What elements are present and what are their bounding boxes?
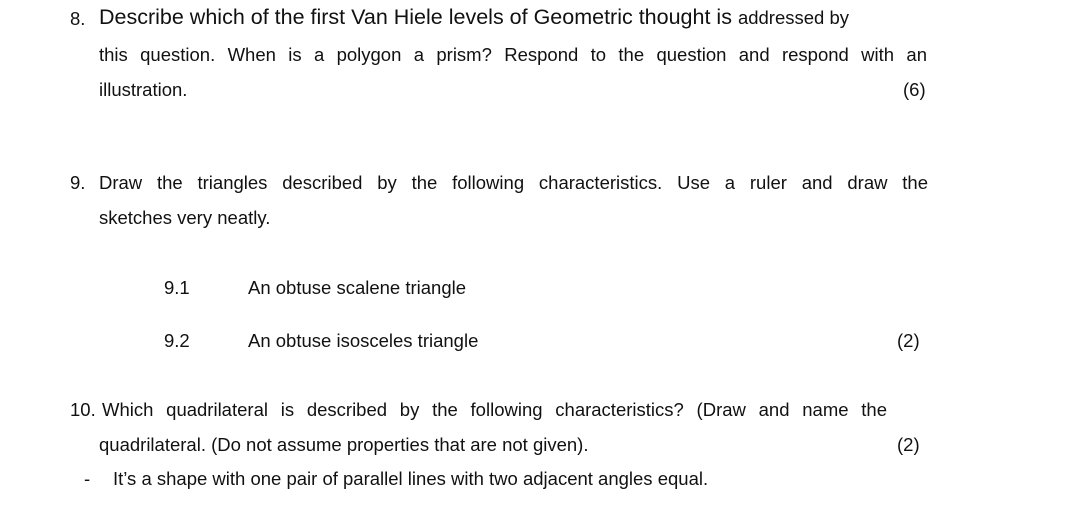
question-10-line-2: quadrilateral. (Do not assume properties that are not given). [99,434,589,455]
question-9-line-2: sketches very neatly. [99,207,271,228]
question-9-1-text: An obtuse scalene triangle [248,277,467,298]
question-8-line-3: illustration. [99,79,188,100]
question-10-bullet: - [84,468,91,489]
question-8-line-1-tail: addressed by [737,7,850,28]
question-9-1-number: 9.1 [164,277,190,298]
question-10-number: 10. [70,399,96,420]
question-8-line-1 [99,5,849,30]
question-8-line-2: this question. When is a polygon a prism? Respond to the question and respond with an [99,44,927,65]
question-9-2-number: 9.2 [164,330,190,351]
question-9-number: 9. [70,172,86,193]
question-8-marks: (6) [903,79,926,100]
question-8-number: 8. [70,8,86,29]
question-10-bullet-text: It’s a shape with one pair of parallel lines with two adjacent angles equal. [113,468,709,489]
question-10-line-1: Which quadrilateral is described by the following characteristics? (Draw and name the [102,399,887,420]
question-9-line-1: Draw the triangles described by the following characteristics. Use a ruler and draw the [99,172,928,193]
question-9-marks: (2) [897,330,920,351]
question-9-2-text: An obtuse isosceles triangle [248,330,479,351]
question-8-line-1-main: Describe which of the first Van Hiele levels of Geometric thought is [99,5,732,29]
question-10-marks: (2) [897,434,920,455]
